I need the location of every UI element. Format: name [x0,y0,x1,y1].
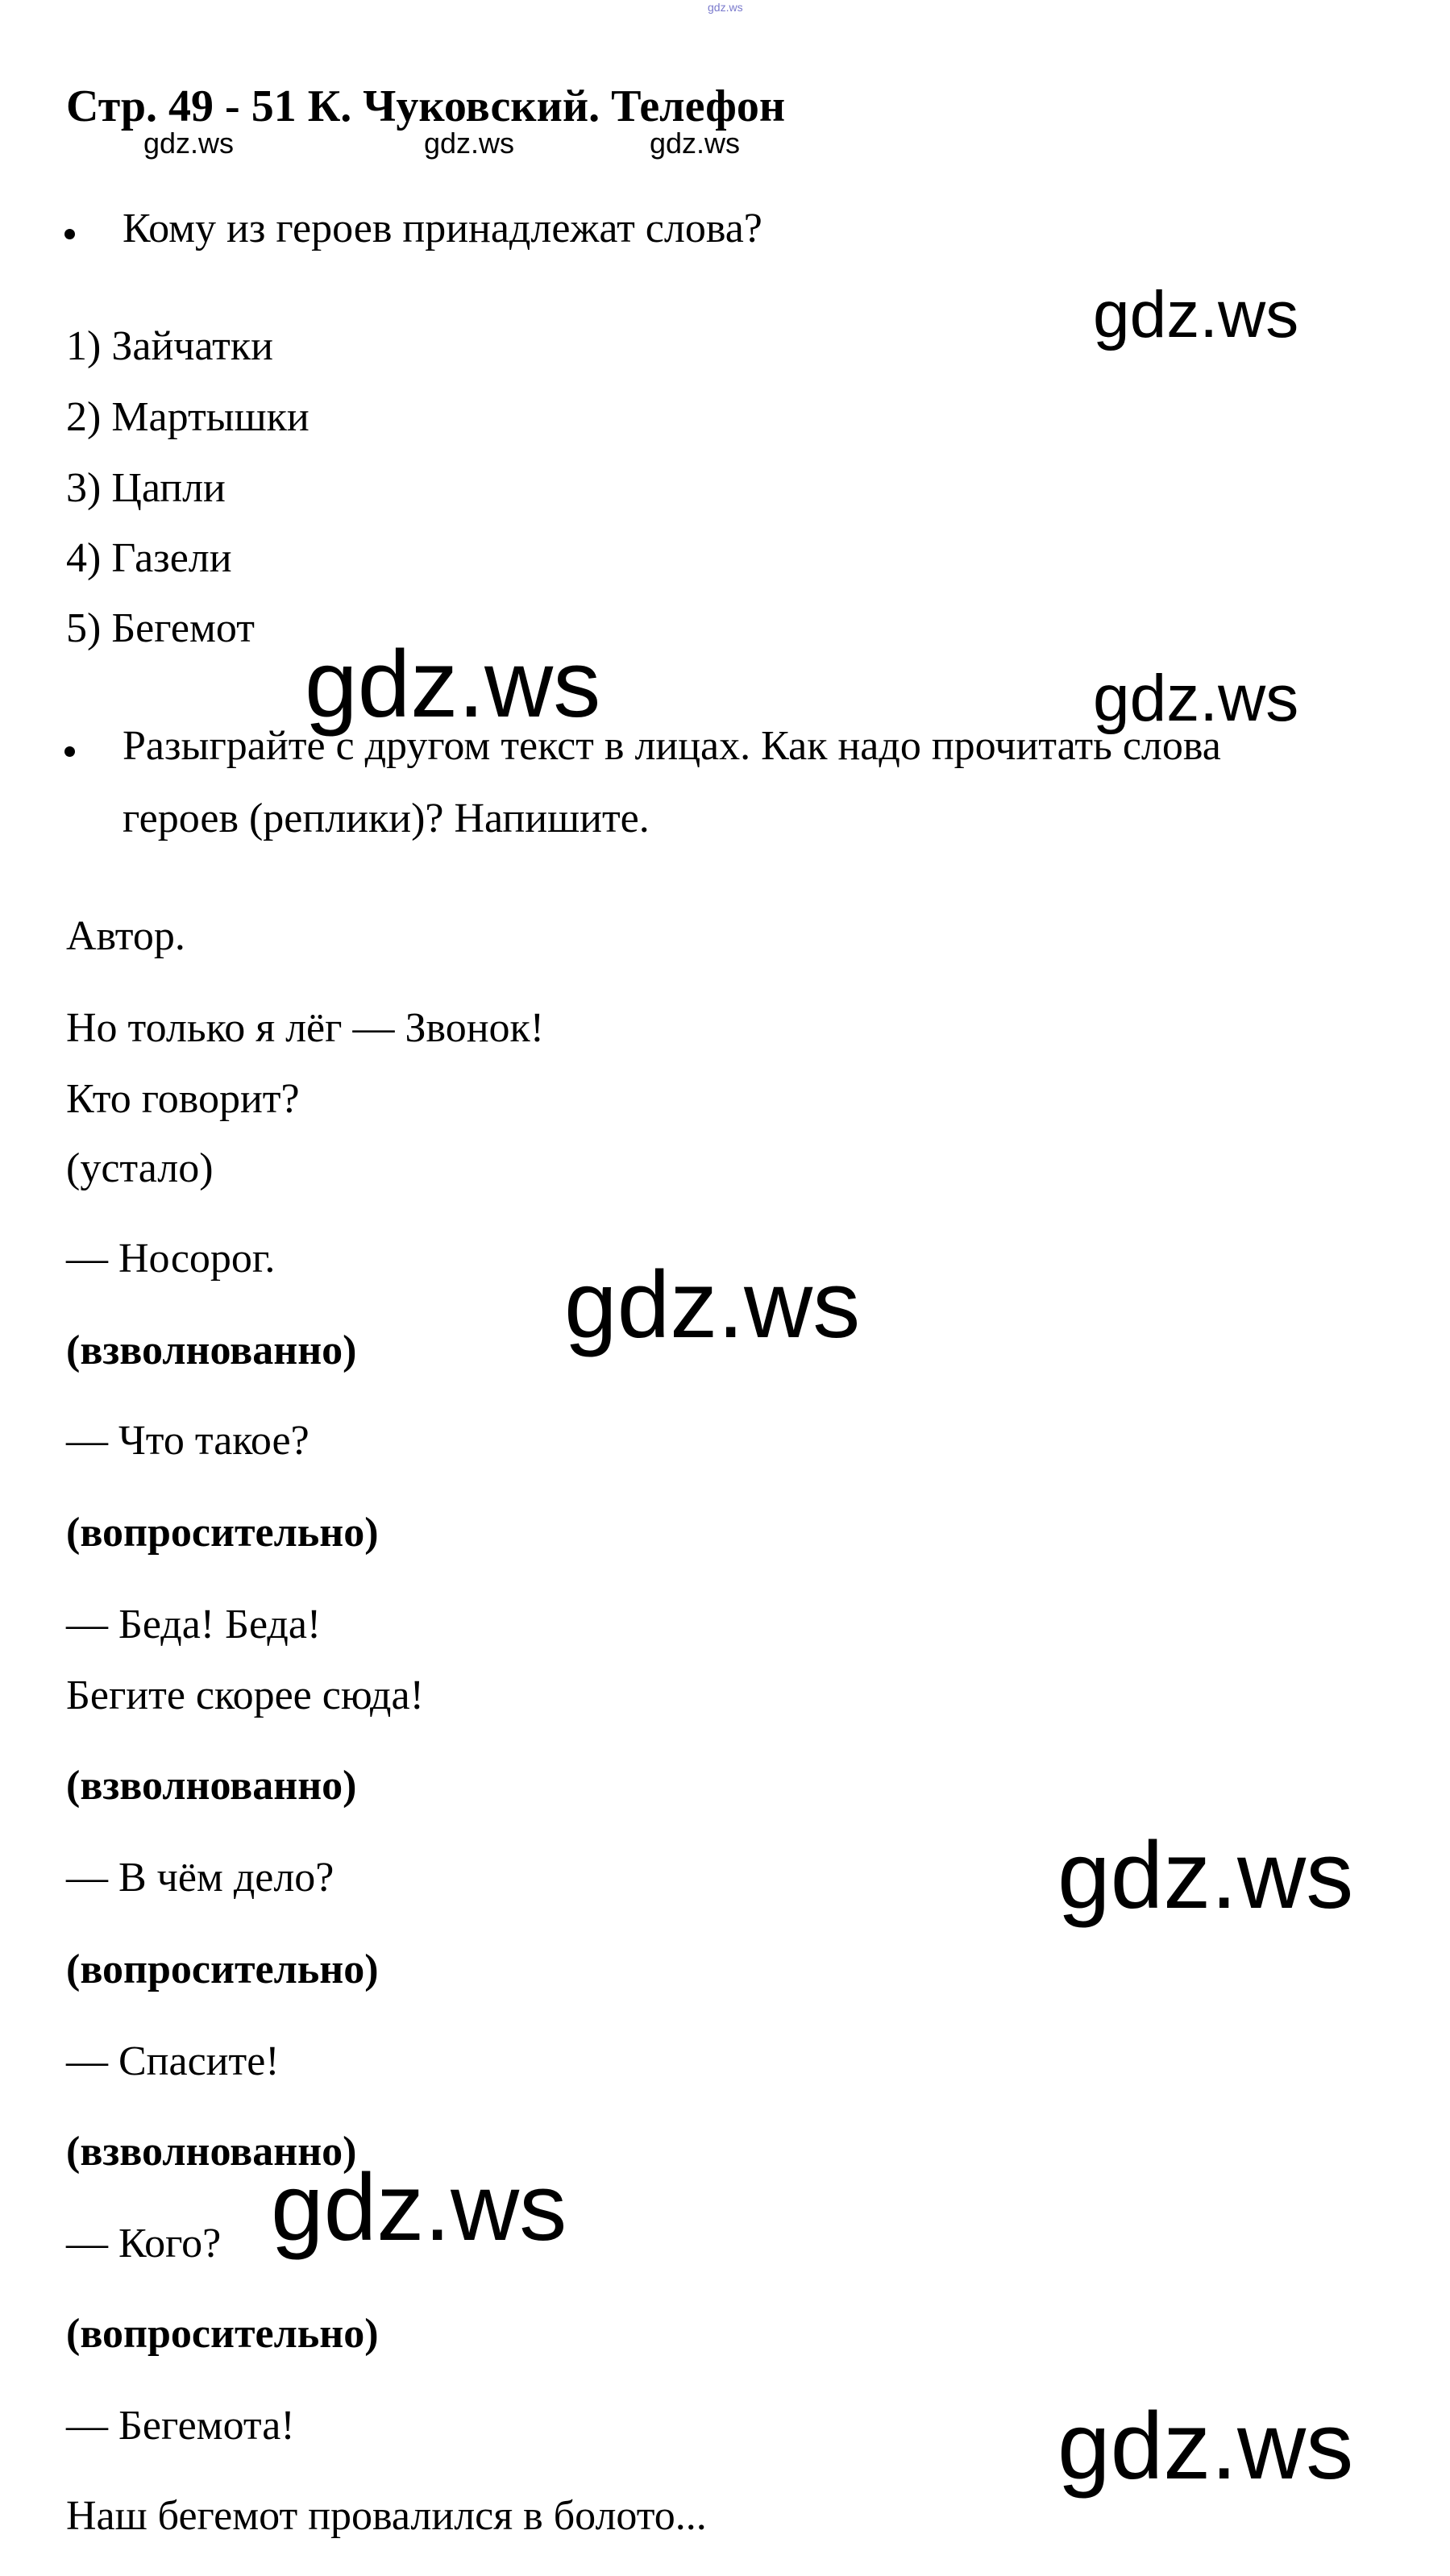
bullet-2 [64,746,75,757]
dialogue-author: Автор. [66,913,185,959]
dialogue-line: — В чём дело? [66,1855,334,1901]
dialogue-tone: (взволнованно) [66,1763,357,1809]
watermark-small-2: gdz.ws [424,127,515,160]
dialogue-line: — Носорог. [66,1236,276,1282]
dialogue-line: — Бегемота! [66,2403,295,2449]
watermark-large-2: gdz.ws [305,631,601,737]
question-2-line-2: героев (реплики)? Напишите. [123,796,650,841]
watermark-small-3: gdz.ws [650,127,741,160]
answer-item: 1) Зайчатки [66,323,273,369]
question-2-line-1: Разыграйте с другом текст в лицах. Как надо прочитать слова [123,723,1221,769]
dialogue-tone: (вопросительно) [66,1947,379,1992]
dialogue-tone: (взволнованно) [66,2129,357,2175]
dialogue-line: — Что такое? [66,1418,310,1464]
dialogue-line: (устало) [66,1145,214,1191]
dialogue-line: Кто говорит? [66,1076,300,1122]
question-1-text: Кому из героев принадлежат слова? [123,206,762,251]
dialogue-tone: (взволнованно) [66,1327,357,1373]
dialogue-line: Бегите скорее сюда! [66,1672,424,1718]
dialogue-line: — Спасите! [66,2038,280,2084]
answer-item: 5) Бегемот [66,605,255,651]
answer-item: 2) Мартышки [66,394,310,440]
bullet-1 [64,229,75,239]
watermark-small-1: gdz.ws [143,127,235,160]
dialogue-line: Но только я лёг — Звонок! [66,1005,545,1051]
watermark-large-3: gdz.ws [1093,662,1299,735]
dialogue-line: — Кого? [66,2221,222,2266]
dialogue-tone: (вопросительно) [66,1510,379,1556]
dialogue-tone: (вопросительно) [66,2311,379,2357]
dialogue-line: Наш бегемот провалился в болото... [66,2493,707,2539]
dialogue-line: — Беда! Беда! [66,1602,322,1647]
answer-item: 3) Цапли [66,465,226,511]
watermark-top-tiny: gdz.ws [708,1,743,14]
page-title: Стр. 49 - 51 К. Чуковский. Телефон [66,81,786,131]
watermark-large-5: gdz.ws [1057,1822,1354,1929]
answer-item: 4) Газели [66,535,232,581]
watermark-large-7: gdz.ws [1057,2393,1354,2499]
watermark-large-6: gdz.ws [271,2154,567,2261]
watermark-large-4: gdz.ws [564,1252,861,1358]
watermark-large-1: gdz.ws [1093,278,1299,351]
